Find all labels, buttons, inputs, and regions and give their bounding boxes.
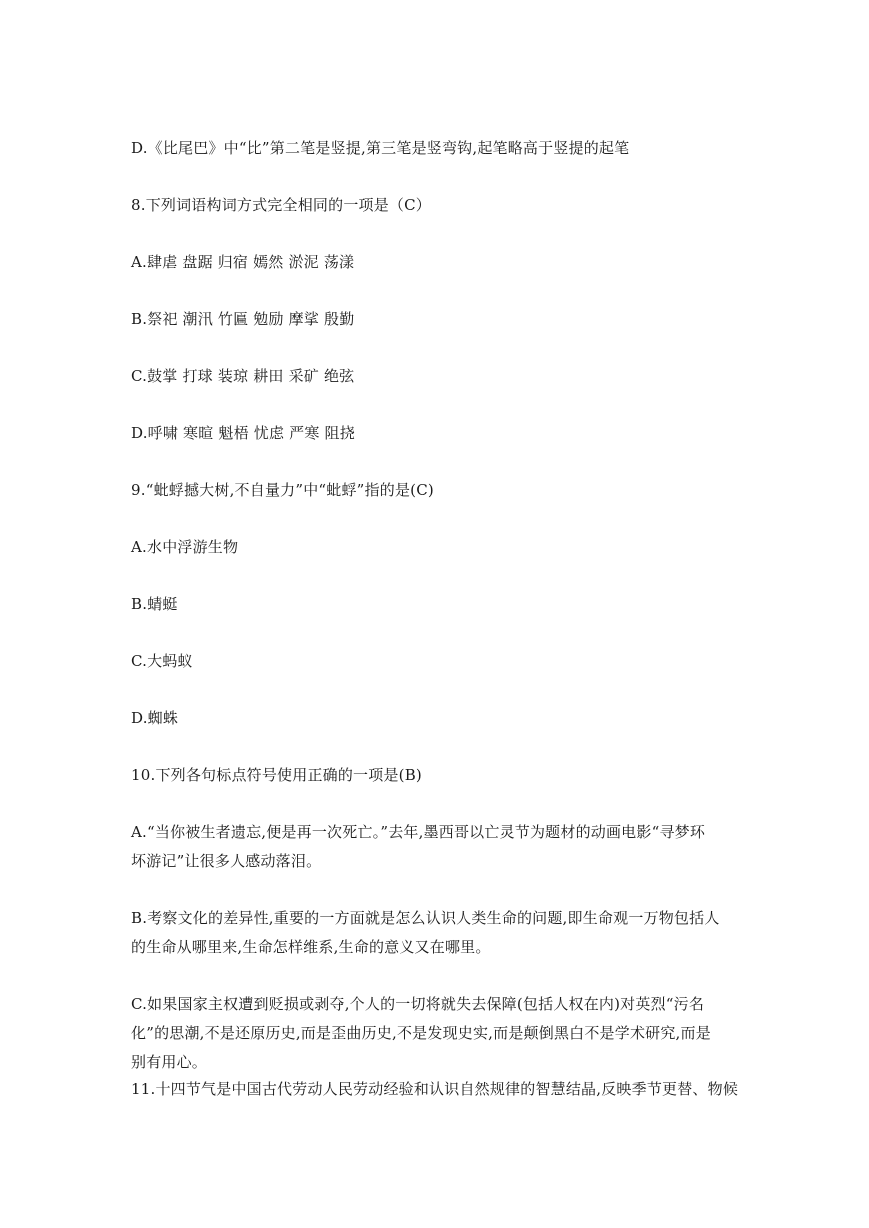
option-c-q9: C.大蚂蚁 bbox=[131, 652, 193, 670]
question-10: 10.下列各句标点符号使用正确的一项是(B) bbox=[131, 766, 422, 784]
option-c-q10-line2: 化”的思潮,不是还原历史,而是歪曲历史,不是发现史实,而是颠倒黑白不是学术研究,而是 bbox=[131, 1024, 711, 1042]
question-8: 8.下列词语构词方式完全相同的一项是（C） bbox=[131, 196, 431, 214]
option-b-q9: B.蜻蜓 bbox=[131, 595, 178, 613]
option-a-q10-line2: 坏游记”让很多人感动落泪。 bbox=[131, 852, 322, 870]
question-11: 11.十四节气是中国古代劳动人民劳动经验和认识自然规律的智慧结晶,反映季节更替、物候 bbox=[131, 1080, 739, 1098]
option-a-q9: A.水中浮游生物 bbox=[131, 538, 239, 556]
option-d-q7: D.《比尾巴》中“比”第二笔是竖提,第三笔是竖弯钩,起笔略高于竖提的起笔 bbox=[131, 139, 630, 157]
option-c-q8: C.鼓掌 打球 装琼 耕田 采矿 绝弦 bbox=[131, 367, 355, 385]
option-d-q9: D.蜘蛛 bbox=[131, 709, 179, 727]
option-a-q8: A.肆虐 盘踞 归宿 嫣然 淤泥 荡漾 bbox=[131, 253, 355, 271]
option-b-q10-line2: 的生命从哪里来,生命怎样维系,生命的意义又在哪里。 bbox=[131, 938, 491, 956]
option-d-q8: D.呼啸 寒暄 魁梧 忧虑 严寒 阻挠 bbox=[131, 424, 355, 442]
option-c-q10-line1: C.如果国家主权遭到贬损或剥夺,个人的一切将就失去保障(包括人权在内)对英烈“污名 bbox=[131, 995, 705, 1013]
option-a-q10-line1: A.“当你被生者遗忘,便是再一次死亡。”去年,墨西哥以亡灵节为题材的动画电影“寻梦环 bbox=[131, 823, 706, 841]
option-b-q10-line1: B.考察文化的差异性,重要的一方面就是怎么认识人类生命的问题,即生命观一万物包括人 bbox=[131, 909, 720, 927]
option-b-q8: B.祭祀 潮汛 竹匾 勉励 摩挲 殷勤 bbox=[131, 310, 355, 328]
question-9: 9.“蚍蜉撼大树,不自量力”中“蚍蜉”指的是(C) bbox=[131, 481, 434, 499]
option-c-q10-line3: 别有用心。 bbox=[131, 1053, 208, 1071]
